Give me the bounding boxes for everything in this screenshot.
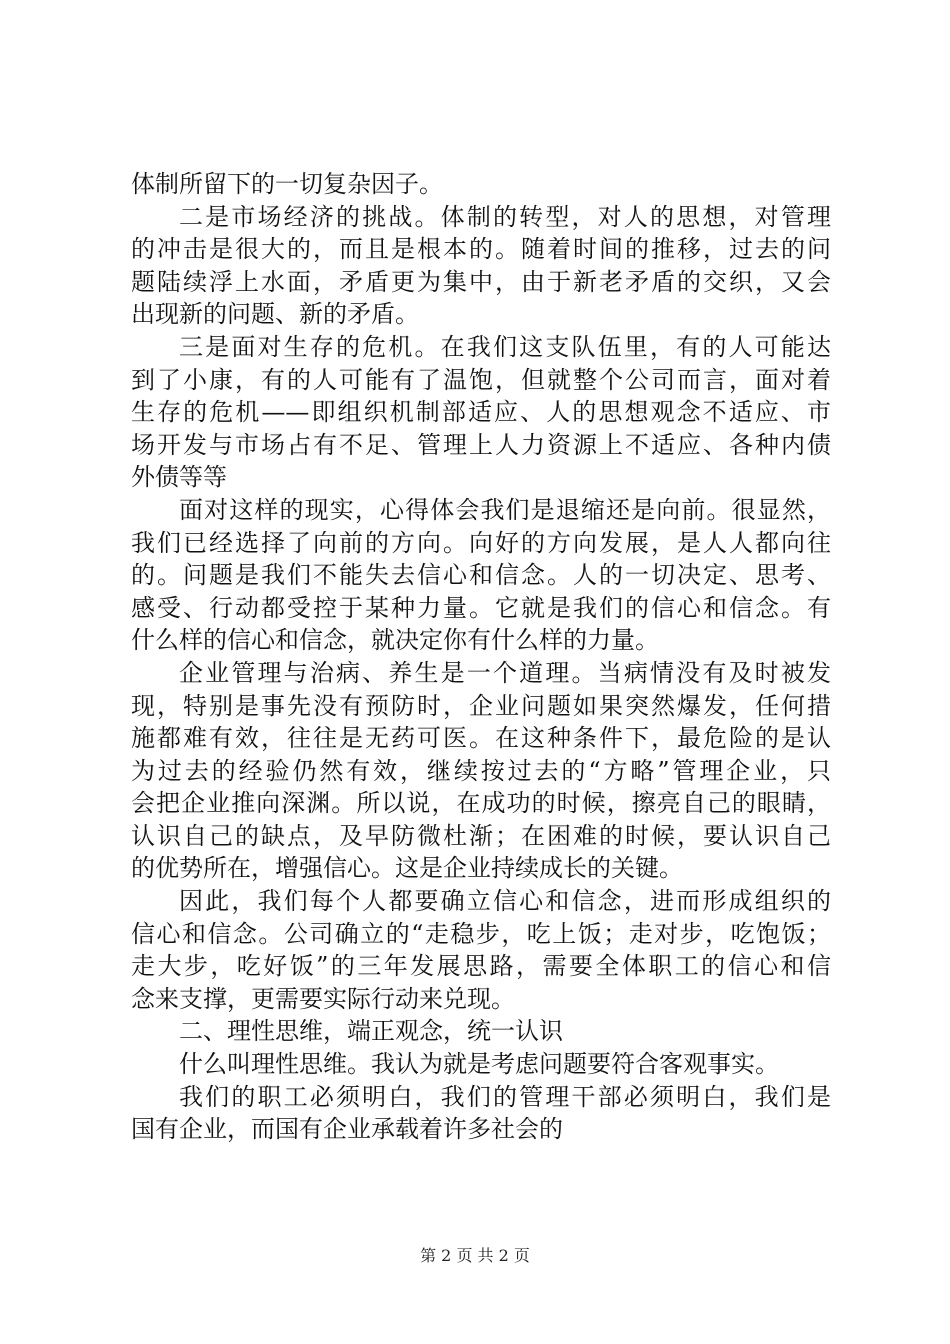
text-line: 面对这样的现实，心得体会我们是退缩还是向前。很显然， [179,495,831,524]
text-line: 我们的职工必须明白，我们的管理干部必须明白，我们是 [179,1082,831,1111]
text-line: 的优势所在，增强信心。这是企业持续成长的关键。 [131,854,683,883]
text-line: 为过去的经验仍然有效，继续按过去的“方略”管理企业，只 [131,756,831,785]
text-line: 感受、行动都受控于某种力量。它就是我们的信心和信念。有 [131,593,831,622]
text-line: 体制所留下的一切复杂因子。 [131,170,443,198]
text-line: 生存的危机——即组织机制部适应、人的思想观念不适应、市 [131,398,831,427]
text-line: 会把企业推向深渊。所以说，在成功的时候，擦亮自己的眼睛， [131,789,831,818]
document-body [131,168,831,1146]
text-line: 二是市场经济的挑战。体制的转型，对人的思想，对管理 [179,202,831,231]
text-line: 的冲击是很大的，而且是根本的。随着时间的推移，过去的问 [131,235,831,264]
text-line: 因此，我们每个人都要确立信心和信念，进而形成组织的 [179,887,831,916]
text-line: 出现新的问题、新的矛盾。 [131,300,419,329]
text-line: 施都难有效，往往是无药可医。在这种条件下，最危险的是认 [131,724,831,753]
page-number-footer: 第 2 页 共 2 页 [420,1246,530,1265]
text-line: 现，特别是事先没有预防时，企业问题如果突然爆发，任何措 [131,691,831,720]
text-line: 国有企业，而国有企业承载着许多社会的 [131,1115,563,1144]
text-line: 场开发与市场占有不足、管理上人力资源上不适应、各种内债 [131,430,831,459]
text-line: 题陆续浮上水面，矛盾更为集中，由于新老矛盾的交织，又会 [131,267,831,296]
text-line: 我们已经选择了向前的方向。向好的方向发展，是人人都向往 [131,528,831,557]
text-line: 信心和信念。公司确立的“走稳步，吃上饭；走对步，吃饱饭； [131,919,831,948]
text-line: 认识自己的缺点，及早防微杜渐；在困难的时候，要认识自己 [131,821,831,850]
text-line: 什么叫理性思维。我认为就是考虑问题要符合客观事实。 [179,1050,779,1079]
text-line: 的。问题是我们不能失去信心和信念。人的一切决定、思考、 [131,561,831,590]
section-heading: 二、理性思维，端正观念，统一认识 [179,1017,563,1046]
text-line: 到了小康，有的人可能有了温饱，但就整个公司而言，面对着 [131,365,831,394]
text-line: 三是面对生存的危机。在我们这支队伍里，有的人可能达 [179,332,831,361]
text-line: 外债等等 [131,463,227,492]
text-line: 走大步，吃好饭”的三年发展思路，需要全体职工的信心和信 [131,952,831,981]
text-line: 企业管理与治病、养生是一个道理。当病情没有及时被发 [179,658,831,687]
text-line: 什么样的信心和信念，就决定你有什么样的力量。 [131,626,659,655]
text-line: 念来支撑，更需要实际行动来兑现。 [131,984,515,1013]
